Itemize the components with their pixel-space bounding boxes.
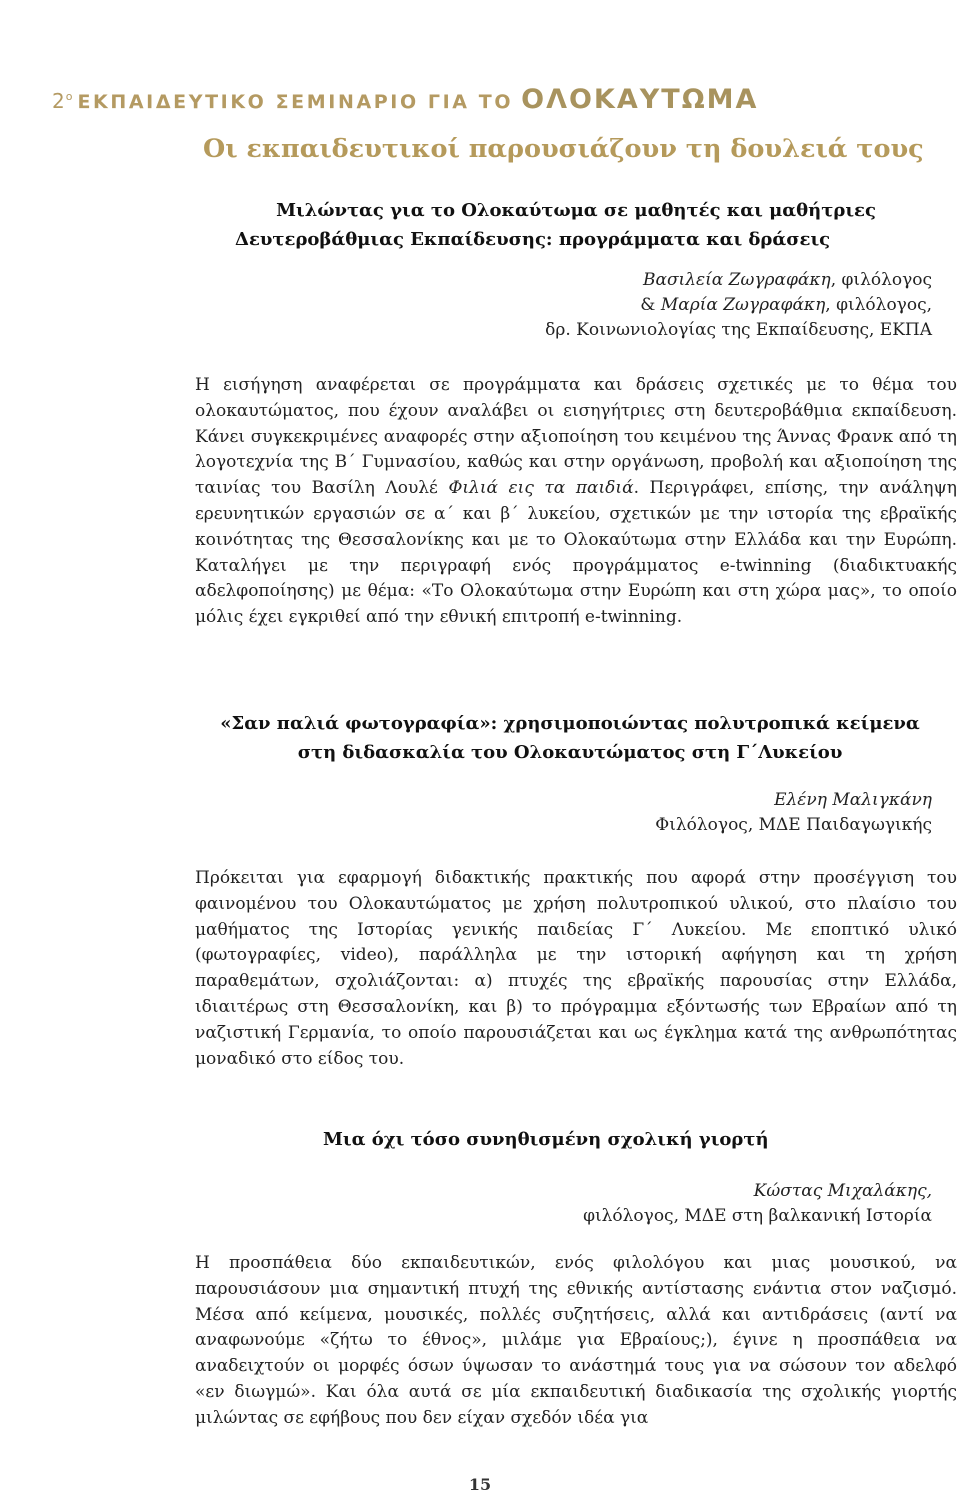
article-1-author-1 — [545, 268, 932, 293]
author-name: Κώστας Μιχαλάκης, — [753, 1181, 932, 1201]
article-1-author-2-affiliation: δρ. Κοινωνιολογίας της Εκπαίδευσης, ΕΚΠΑ — [545, 320, 932, 340]
article-3-body: Η προσπάθεια δύο εκπαιδευτικών, ενός φιλολόγου και μιας μουσικού, να παρουσιάσουν μια σημαντική πτυχή της εθνικής αντίστασης ενάντια στον ναζισμό. Μέσα από κείμενα, μουσικές, πολλές συζητήσεις, αλλά και αντιδράσεις (αντί να αναφωνούμε «ζήτω το έθνος», μιλάμε για Εβραίους;), έγινε η προσπάθεια να αναδειχτούν οι μορφές όσων ύψωσαν το ανάστημά τους για να σώσουν τον αδελφό «εν διωγμώ». Και όλα αυτά σε μία εκπαιδευτική διαδικασία της σχολικής γιορτής μιλώντας σε εφήβους που δεν είχαν σχεδόν ιδέα για — [195, 1253, 957, 1428]
article-3-title-line1: Μια όχι τόσο συνηθισμένη σχολική γιορτή — [323, 1129, 769, 1150]
author-name: Βασιλεία Ζωγραφάκη — [642, 270, 831, 290]
film-title: Φιλιά εις τα παιδιά — [448, 478, 634, 499]
article-2-body: Πρόκειται για εφαρμογή διδακτικής πρακτικής που αφορά στην προσέγγιση του φαινομένου του Ολοκαυτώματος με χρήση πολυτροπικού υλικού, στο πλαίσιο του μαθήματος της Ιστορίας γενικής παιδείας Γ΄ Λυκείου. Με εποπτικό υλικό (φωτογραφίες, video), παράλληλα με την ιστορική αφήγηση και τη χρήση παραθεμάτων, σχολιάζονται: α) πτυχές της εβραϊκής παρουσίας στην Ελλάδα, ιδιαιτέρως στη Θεσσαλονίκη, και β) το πρόγραμμα εξόντωσής των Εβραίων από τη ναζιστική Γερμανία, το οποίο παρουσιάζεται και ως έγκλημα κατά της ανθρωπότητας μοναδικό στο είδος του. — [195, 868, 957, 1069]
section-title: Οι εκπαιδευτικοί παρουσιάζουν τη δουλειά τους — [203, 134, 924, 164]
seminar-number: $2^o$ — [52, 89, 74, 113]
author-name: Μαρία Ζωγραφάκη — [660, 295, 826, 315]
article-3-authors — [583, 1179, 932, 1229]
article-1-body: Η εισήγηση αναφέρεται σε προγράμματα και δράσεις σχετικές με το θέμα του ολοκαυτώματος, που έχουν αναλάβει οι εισηγήτριες στη δευτεροβάθμια εκπαίδευση. Κάνει συγκεκριμένες αναφορές στην αξιοποίηση του κειμένου της Άννας Φρανκ από τη λογοτεχνία της Β΄ Γυμνασίου, καθώς και στην οργάνωση, προβολή και αξιοποίηση της ταινίας του Βασίλη Λουλέ Φιλιά εις τα παιδιά. Περιγράφει, επίσης, την ανάληψη ερευνητικών εργασιών σε α΄ και β΄ λυκείου, σχετικών με την ιστορία της εβραϊκής κοινότητας της Θεσσαλονίκης και με το Ολοκαύτωμα στην Ελλάδα και την Ευρώπη. Καταλήγει με την περιγραφή ενός προγράμματος e-twinning (διαδικτυακής αδελφοποίησης) με θέμα: «Το Ολοκαύτωμα στην Ευρώπη και στη χώρα μας», το οποίο μόλις έχει εγκριθεί από την εθνική επιτροπή e-twinning. — [195, 375, 957, 628]
author-role: , φιλόλογος — [830, 270, 932, 290]
article-1-title-line2: Δευτεροβάθμιας Εκπαίδευσης: προγράμματα και δράσεις — [235, 229, 831, 250]
author-role: φιλόλογος, ΜΔΕ στη βαλκανική Ιστορία — [583, 1206, 932, 1226]
article-3-title — [195, 1125, 957, 1154]
article-2-title-line2: στη διδασκαλία του Ολοκαυτώματος στη Γ΄Λυκείου — [297, 742, 843, 763]
author-name: Ελένη Μαλιγκάνη — [774, 790, 932, 810]
article-2-title-line1: «Σαν παλιά φωτογραφία»: χρησιμοποιώντας πολυτροπικά κείμενα — [220, 713, 920, 734]
article-1-authors — [545, 268, 932, 343]
article-1-title — [195, 196, 957, 254]
article-1-author-2: & Μαρία Ζωγραφάκη, φιλόλογος, — [640, 295, 932, 315]
article-2-title — [170, 709, 960, 767]
seminar-header-highlight: ΟΛΟΚΑΥΤΩΜΑ — [521, 84, 759, 115]
author-role: , φιλόλογος, — [825, 295, 932, 315]
seminar-header-text: ΕΚΠΑΙΔΕΥΤΙΚΟ ΣΕΜΙΝΑΡΙΟ ΓΙΑ ΤΟ — [77, 91, 514, 113]
author-role: Φιλόλογος, ΜΔΕ Παιδαγωγικής — [655, 815, 932, 835]
article-2-authors — [655, 788, 932, 838]
page-number: 15 — [468, 1475, 492, 1494]
seminar-header — [52, 84, 932, 114]
article-1-title-line1: Μιλώντας για το Ολοκαύτωμα σε μαθητές και μαθήτριες — [276, 200, 876, 221]
